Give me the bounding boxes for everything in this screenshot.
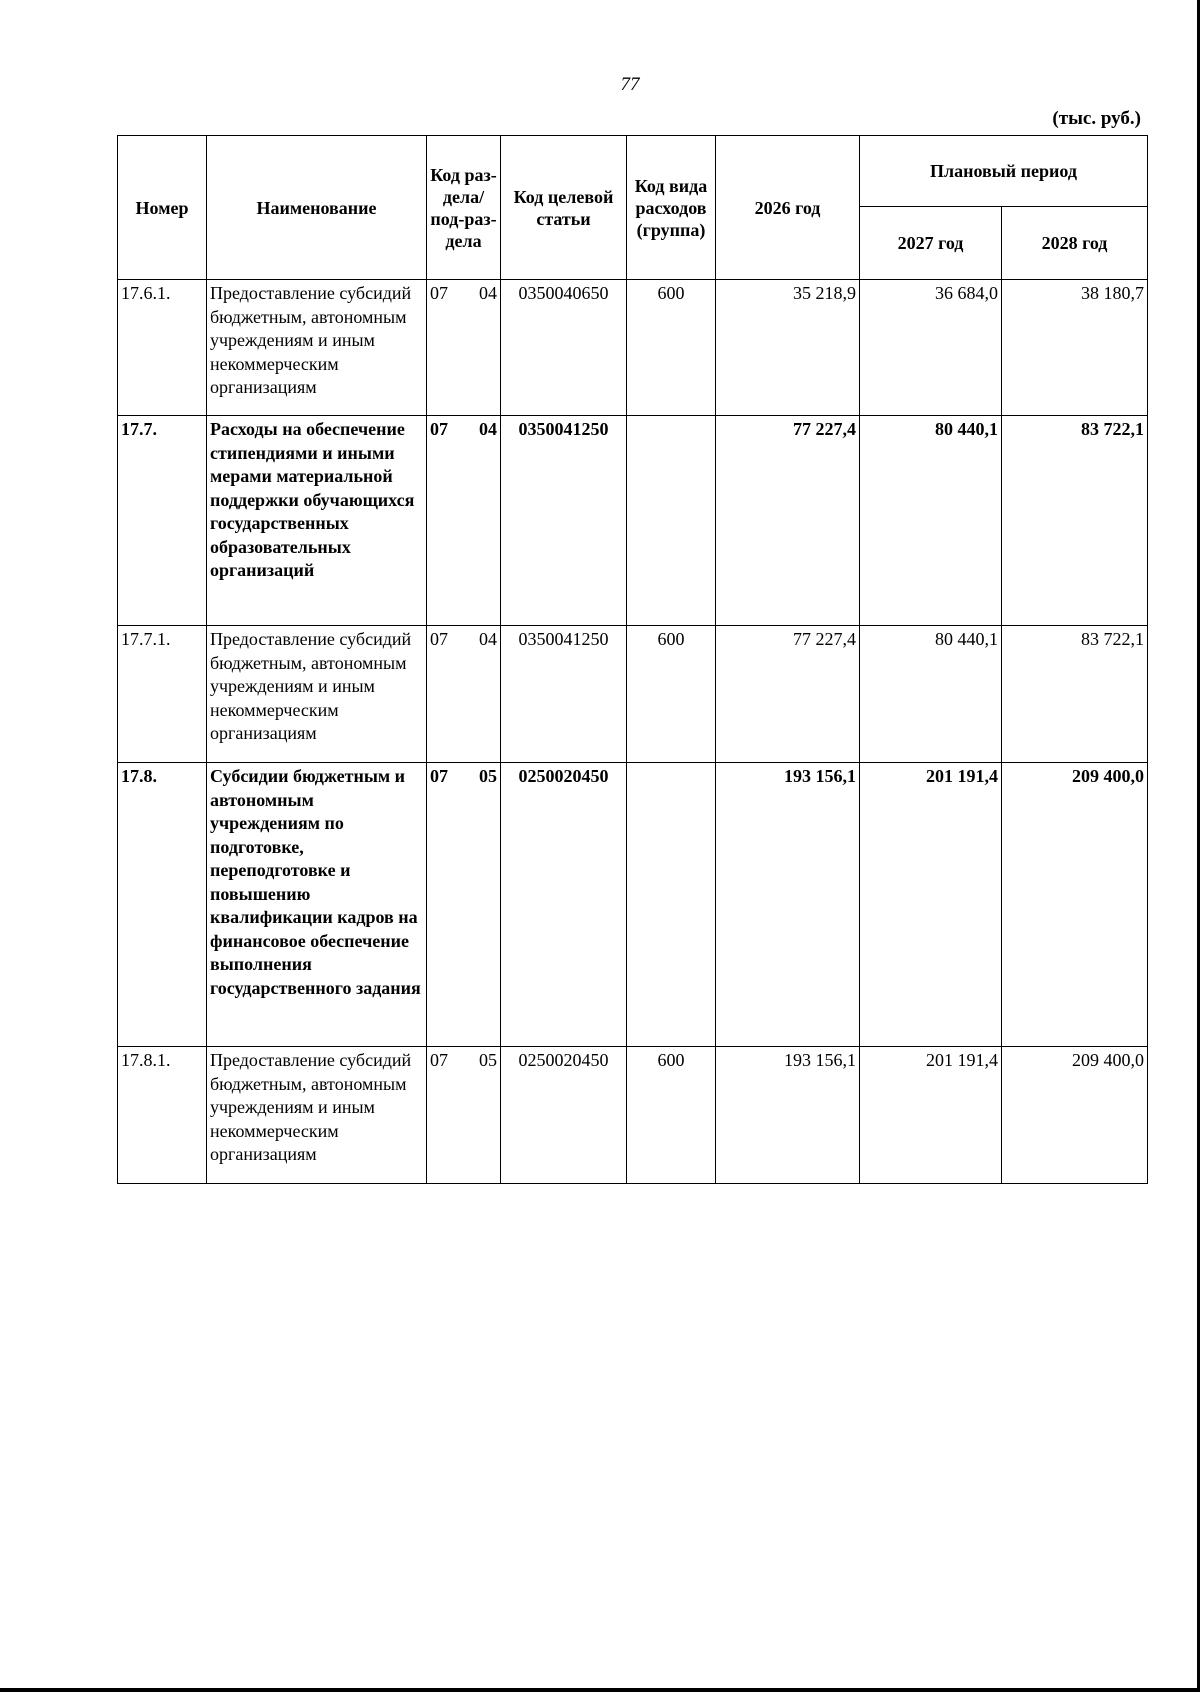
header-2026: 2026 год <box>716 136 860 280</box>
table-body <box>118 280 1148 1184</box>
header-expense-type: Код вида расходов (группа) <box>627 136 716 280</box>
header-number: Номер <box>118 136 207 280</box>
table-row <box>118 626 1148 763</box>
row-expense-type <box>627 416 716 626</box>
row-podrazdel-code: 05 <box>479 1050 497 1070</box>
header-target: Код целевой статьи <box>501 136 627 280</box>
row-number: 17.6.1. <box>118 280 207 416</box>
row-2028: 83 722,1 <box>1002 626 1148 763</box>
table-row <box>118 416 1148 626</box>
row-2026: 35 218,9 <box>716 280 860 416</box>
row-2026: 77 227,4 <box>716 626 860 763</box>
row-name: Субсидии бюджетным и автономным учреждениям по подготовке, переподготовке и повышению квалификации кадров на финансовое обеспечение выполнения государственного задания <box>207 763 427 1047</box>
row-expense-type: 600 <box>627 626 716 763</box>
row-razdel <box>427 626 501 763</box>
row-podrazdel-code: 05 <box>479 766 497 786</box>
row-target-code: 0350041250 <box>501 626 627 763</box>
table-row <box>118 763 1148 1047</box>
row-2027: 36 684,0 <box>860 280 1002 416</box>
row-2027: 80 440,1 <box>860 416 1002 626</box>
row-2026: 77 227,4 <box>716 416 860 626</box>
table-header-row <box>118 136 1148 207</box>
row-podrazdel-code: 04 <box>479 419 497 439</box>
page-number: 77 <box>620 74 640 95</box>
row-name: Предоставление субсидий бюджетным, автономным учреждениям и иным некоммерческим организациям <box>207 626 427 763</box>
row-razdel <box>427 280 501 416</box>
row-expense-type <box>627 763 716 1047</box>
row-target-code: 0250020450 <box>501 763 627 1047</box>
row-2028: 209 400,0 <box>1002 1047 1148 1184</box>
row-podrazdel-code: 04 <box>479 283 497 303</box>
row-2027: 80 440,1 <box>860 626 1002 763</box>
row-2026: 193 156,1 <box>716 763 860 1047</box>
row-2028: 83 722,1 <box>1002 416 1148 626</box>
row-name: Предоставление субсидий бюджетным, автономным учреждениям и иным некоммерческим организациям <box>207 1047 427 1184</box>
row-2027: 201 191,4 <box>860 1047 1002 1184</box>
header-planned-period: Плановый период <box>860 136 1148 207</box>
header-2027: 2027 год <box>860 207 1002 280</box>
row-2027: 201 191,4 <box>860 763 1002 1047</box>
row-razdel <box>427 416 501 626</box>
row-razdel-code: 07 <box>430 419 448 439</box>
row-razdel <box>427 1047 501 1184</box>
row-2026: 193 156,1 <box>716 1047 860 1184</box>
budget-table <box>117 135 1148 1184</box>
row-name: Предоставление субсидий бюджетным, автономным учреждениям и иным некоммерческим организациям <box>207 280 427 416</box>
row-number: 17.8.1. <box>118 1047 207 1184</box>
row-razdel-code: 07 <box>430 766 448 786</box>
row-target-code: 0250020450 <box>501 1047 627 1184</box>
table-row <box>118 280 1148 416</box>
units-label: (тыс. руб.) <box>1052 108 1141 129</box>
row-number: 17.7. <box>118 416 207 626</box>
row-2028: 209 400,0 <box>1002 763 1148 1047</box>
row-name: Расходы на обеспечение стипендиями и иными мерами материальной поддержки обучающихся государственных образовательных организаций <box>207 416 427 626</box>
row-target-code: 0350040650 <box>501 280 627 416</box>
header-razdel: Код раз-дела/ под-раз-дела <box>427 136 501 280</box>
row-podrazdel-code: 04 <box>479 629 497 649</box>
row-razdel-code: 07 <box>430 283 448 303</box>
row-2028: 38 180,7 <box>1002 280 1148 416</box>
row-number: 17.7.1. <box>118 626 207 763</box>
row-expense-type: 600 <box>627 1047 716 1184</box>
row-target-code: 0350041250 <box>501 416 627 626</box>
row-expense-type: 600 <box>627 280 716 416</box>
table-row <box>118 1047 1148 1184</box>
row-razdel-code: 07 <box>430 1050 448 1070</box>
row-razdel <box>427 763 501 1047</box>
header-2028: 2028 год <box>1002 207 1148 280</box>
row-number: 17.8. <box>118 763 207 1047</box>
header-name: Наименование <box>207 136 427 280</box>
row-razdel-code: 07 <box>430 629 448 649</box>
